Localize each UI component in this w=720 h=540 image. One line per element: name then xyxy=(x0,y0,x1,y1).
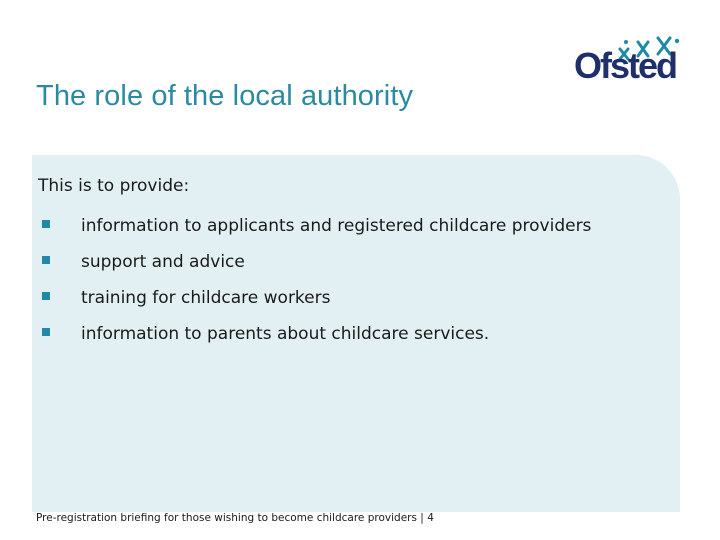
ofsted-logo xyxy=(574,36,686,94)
footer-text: Pre-registration briefing for those wishing to become childcare providers xyxy=(36,512,417,524)
list-item-text: support and advice xyxy=(81,252,245,272)
content-panel xyxy=(32,155,680,524)
list-item-text: information to applicants and registered childcare providers xyxy=(81,216,592,236)
square-bullet-icon xyxy=(42,292,50,300)
square-bullet-icon xyxy=(42,256,50,264)
slide-footer xyxy=(36,512,434,524)
square-bullet-icon xyxy=(42,328,50,336)
list-item-text: information to parents about childcare services. xyxy=(81,324,490,344)
square-bullet-icon xyxy=(42,220,50,228)
list-item-text: training for childcare workers xyxy=(81,288,331,308)
slide-title: The role of the local authority xyxy=(36,80,414,112)
footer-separator: | xyxy=(420,512,424,524)
logo-wordmark: Ofsted xyxy=(574,45,677,86)
page-number: 4 xyxy=(427,512,434,524)
intro-text: This is to provide: xyxy=(38,176,190,196)
